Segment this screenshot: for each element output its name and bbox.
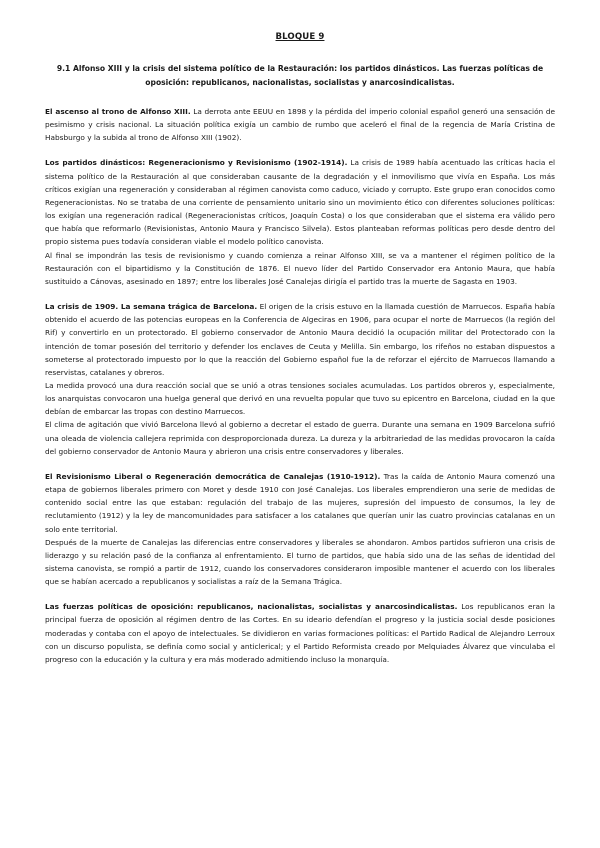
section-subtitle: 9.1 Alfonso XIII y la crisis del sistema político de la Restauración: los partidos dinásticos. Las fuerzas políticas de oposición: republicanos, nacionalistas, socialistas y anarcosindicalistas. [56, 64, 544, 87]
paragraph-ascenso [45, 105, 555, 144]
paragraph-text: Después de la muerte de Canalejas las diferencias entre conservadores y liberales se ahondaron. Ambos partidos sufrieron una crisis de liderazgo y su relación pasó de la confianza al enfrentamiento. El turno de partidos, que había sido una de las señas de identidad del sistema canovista, se rompió a partir de 1912, cuando los conservadores consideraron imposible mantener el acuerdo con los liberales que se habían acercado a republicanos y socialistas a raíz de la Semana Trágica. [45, 537, 555, 587]
paragraph-heading: Las fuerzas políticas de oposición: republicanos, nacionalistas, socialistas y anarcosindicalistas. [45, 602, 458, 612]
paragraph-heading: Los partidos dinásticos: Regeneracionismo y Revisionismo (1902-1914). [45, 158, 348, 168]
paragraph-heading: El Revisionismo Liberal o Regeneración democrática de Canalejas (1910-1912). [45, 471, 381, 481]
paragraph-text: La medida provocó una dura reacción social que se unió a otras tensiones sociales acumuladas. Los partidos obreros y, especialmente, los anarquistas convocaron una huelga general que derivó en una revuelta popular que tuvo su epicentro en Barcelona, ciudad en la que debían de embarcar las tropas con destino Marruecos. [45, 380, 555, 417]
paragraph-reaccion-social [45, 379, 555, 418]
paragraph-text: Los republicanos eran la principal fuerza de oposición al régimen dentro de las Cortes. En su ideario defendían el progreso y la justicia social desde posiciones moderadas y contaba con el apoyo de intelectuales. Se dividieron en varias formaciones políticas: el Partido Radical de Alejandro Lerroux con un discurso populista, se definía como social y anticlerical; y el Partido Reformista creado por Melquiades Álvarez que vinculaba el progreso con la educación y la cultura y era más moderado admitiendo incluso la monarquía. [45, 602, 556, 664]
paragraph-text: La crisis de 1989 había acentuado las críticas hacia el sistema político de la Restauración al que consideraban causante de la degradación y el inmovilismo que vivía en España. Los más críticos exigían una regeneración y consideraban al régimen canovista como caduco, viciado y corrupto. Este grupo eran conocidos como Regeneracionistas. No se trataba de una corriente de pensamiento unitario sino un movimiento ético con diferentes soluciones políticas: los exigían una regeneración radical (Regeneracionistas críticos, Joaquín Costa) o los que consideraban que el sistema era válido pero que había que reformarlo (Revisionistas, Antonio Maura y Francisco Silvela). Estos planteaban reformas políticas pero desde dentro del propio sistema pues todavía consideran viable el modelo político canovista. [45, 158, 556, 247]
paragraph-text: Al final se impondrán las tesis de revisionismo y cuando comienza a reinar Alfonso XIII, se va a mantener el régimen político de la Restauración con el bipartidismo y la Constitución de 1876. El nuevo líder del Partido Conservador era Antonio Maura, que había sustituido a Cánovas, asesinado en 1897; entre los liberales José Canalejas dirigía el partido tras la muerte de Sagasta en 1903. [45, 250, 555, 286]
paragraph-text: Tras la caída de Antonio Maura comenzó una etapa de gobiernos liberales primero con Moret y desde 1910 con José Canalejas. Los liberales emprendieron una serie de medidas de contenido social entre las que estaban: regulación del trabajo de las mujeres, supresión del impuesto de consumos, la ley de reclutamiento (1912) y la ley de mancomunidades para satisfacer a los catalanes que querían unir las cuatro provincias catalanas en un solo ente territorial. [45, 471, 555, 534]
paragraph-canalejas [45, 470, 555, 536]
document-body [45, 105, 555, 666]
paragraph-text: El clima de agitación que vivió Barcelona llevó al gobierno a decretar el estado de guerra. Durante una semana en 1909 Barcelona sufrió una oleada de violencia callejera reprimida con desproporcionada dureza. La dureza y la arbitrariedad de las medidas provocaron la caída del gobierno conservador de Antonio Maura y abrieron una crisis entre conservadores y liberales. [45, 420, 555, 456]
paragraph-heading: La crisis de 1909. La semana trágica de Barcelona. [45, 302, 258, 312]
paragraph-heading: El ascenso al trono de Alfonso XIII. [45, 107, 191, 116]
paragraph-text: El origen de la crisis estuvo en la llamada cuestión de Marruecos. España había obtenido el acuerdo de las potencias europeas en la Conferencia de Algeciras en 1906, para ocupar el norte de Marruecos (la región del Rif) y convertirlo en un protectorado. El gobierno conservador de Antonio Maura decidió la ocupación militar del Protectorado con la intención de tomar posesión del territorio y defender los enclaves de Ceuta y Melilla. Sin embargo, los rifeños no estaban dispuestos a someterse al protectorado impuesto por lo que la reacción del Gobierno español fue la de reforzar el ejército de Marruecos llamando a reservistas, catalanes y obreros. [45, 302, 555, 377]
paragraph-partidos-dinasticos [45, 156, 555, 248]
paragraph-clima-agitacion [45, 418, 555, 457]
paragraph-text: La derrota ante EEUU en 1898 y la pérdida del imperio colonial español generó una sensación de pesimismo y crisis nacional. La situación política exigía un cambio de rumbo que aceleró el final de la regencia de María Cristina de Habsburgo y la subida al trono de Alfonso XIII (1902). [45, 107, 555, 143]
paragraph-revisionismo-final [45, 249, 555, 288]
paragraph-muerte-canalejas [45, 536, 555, 589]
page-title: BLOQUE 9 [275, 32, 325, 42]
paragraph-crisis-1909 [45, 300, 555, 379]
paragraph-oposicion [45, 600, 555, 666]
